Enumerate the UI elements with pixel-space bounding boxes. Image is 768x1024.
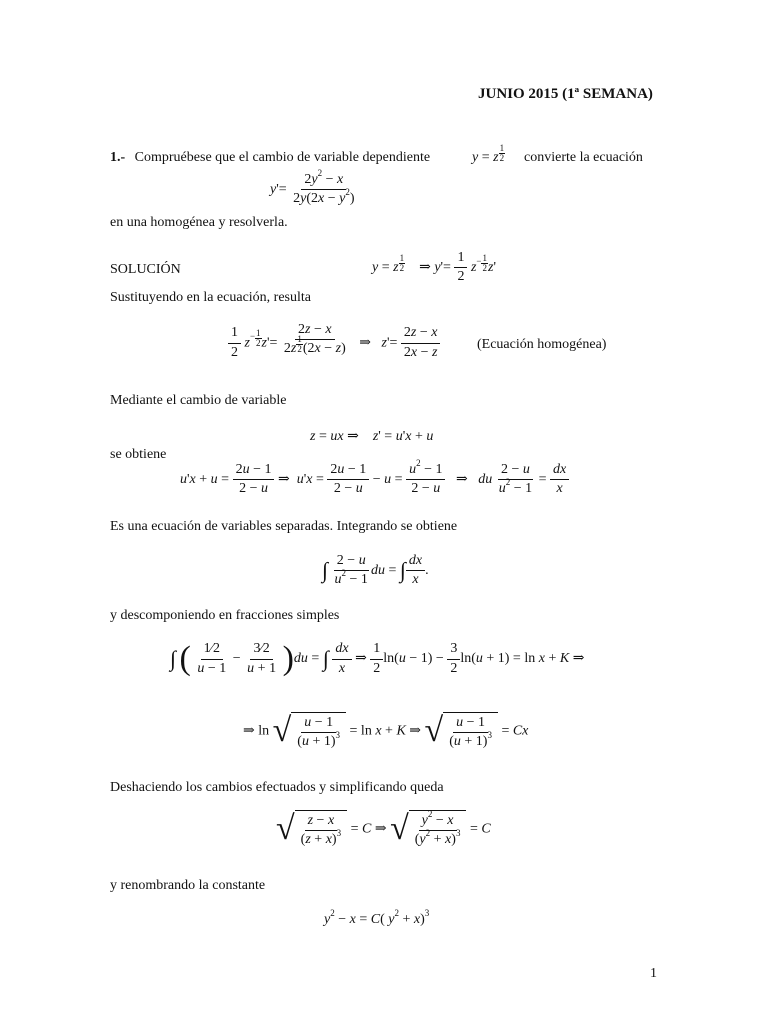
statement-text-b: convierte la ecuación	[524, 150, 643, 165]
deshaciendo-text: Deshaciendo los cambios efectuados y simplificando queda	[110, 780, 444, 795]
integral-equation: ∫ $\frac{2 - u}{u^2 - 1}$ du = ∫ $\frac{dx}{x}$ .	[322, 553, 429, 588]
variable-change-expr: z = ux ⇒ z' = u'x + u	[310, 429, 434, 444]
page-number: 1	[650, 966, 657, 981]
original-equation: y'= $\frac{2y^2 - x}{2y(2x - y^2)}$	[270, 168, 355, 207]
variables-separadas-text: Es una ecuación de variables separadas. Integrando se obtiene	[110, 519, 458, 534]
mediante-text: Mediante el cambio de variable	[110, 393, 287, 408]
renombrando-text: y renombrando la constante	[110, 878, 266, 893]
descomponiendo-text: y descomponiendo en fracciones simples	[110, 608, 340, 623]
sustituyendo-text: Sustituyendo en la ecuación, resulta	[110, 290, 311, 305]
final-equation: $y^2 - x = C$( $y^2 + x)^3$	[324, 908, 430, 927]
statement-text-a: Compruébese que el cambio de variable dependiente	[134, 150, 431, 165]
solution-heading: SOLUCIÓN	[110, 262, 181, 277]
partial-fractions-equation: ∫ ( $\frac{1⁄2}{u - 1}$ − $\frac{3⁄2}{u + 1}$ )du = ∫ $\frac{dx}{x}$ ⇒ $\frac{1}{2}$ ln(u − 1) − $\frac{3}{2}$ ln(u + 1) = ln x + K ⇒	[170, 640, 585, 677]
homogeneous-label: (Ecuación homogénea)	[477, 337, 607, 352]
log-result-equation: ⇒ ln √ $\frac{u - 1}{(u + 1)^3}$ = ln x + K ⇒ √ $\frac{u - 1}{(u + 1)^3}$ = Cx	[243, 712, 529, 750]
change-of-variable-expr: y = z $\frac{1}{2}$	[472, 143, 505, 165]
page-title: JUNIO 2015 (1ª SEMANA)	[478, 86, 653, 102]
substituted-equation: $\frac{1}{2}$ z− $\frac{1}{2}$ z'= 2z − x 2z $\frac{1}{2}$ (2x − z) ⇒ z'= $\frac{2z - x}{2x - z}$	[228, 322, 440, 364]
problem-number: 1.-	[110, 150, 126, 165]
statement-text-c: en una homogénea y resolverla.	[110, 215, 288, 230]
separated-derivation: u'x + u = $\frac{2u - 1}{2 - u}$ ⇒ u'x = $\frac{2u - 1}{2 - u}$ − u = $\frac{u^2 - 1}{2 - u}$ ⇒ du $\frac{2 - u}{u^2 - 1}$ = $\frac{dx}{x}$	[180, 462, 569, 497]
derivative-expr: y = z $\frac{1}{2}$ ⇒ y'= $\frac{1}{2}$ z− $\frac{1}{2}$ z'	[372, 250, 496, 285]
undo-changes-equation: √ $\frac{z - x}{(z + x)^3}$ = C ⇒ √ $\frac{y^2 - x}{(y^2 + x)^3}$ = C	[276, 809, 491, 848]
problem-statement	[110, 150, 430, 166]
se-obtiene-text: se obtiene	[110, 447, 167, 462]
